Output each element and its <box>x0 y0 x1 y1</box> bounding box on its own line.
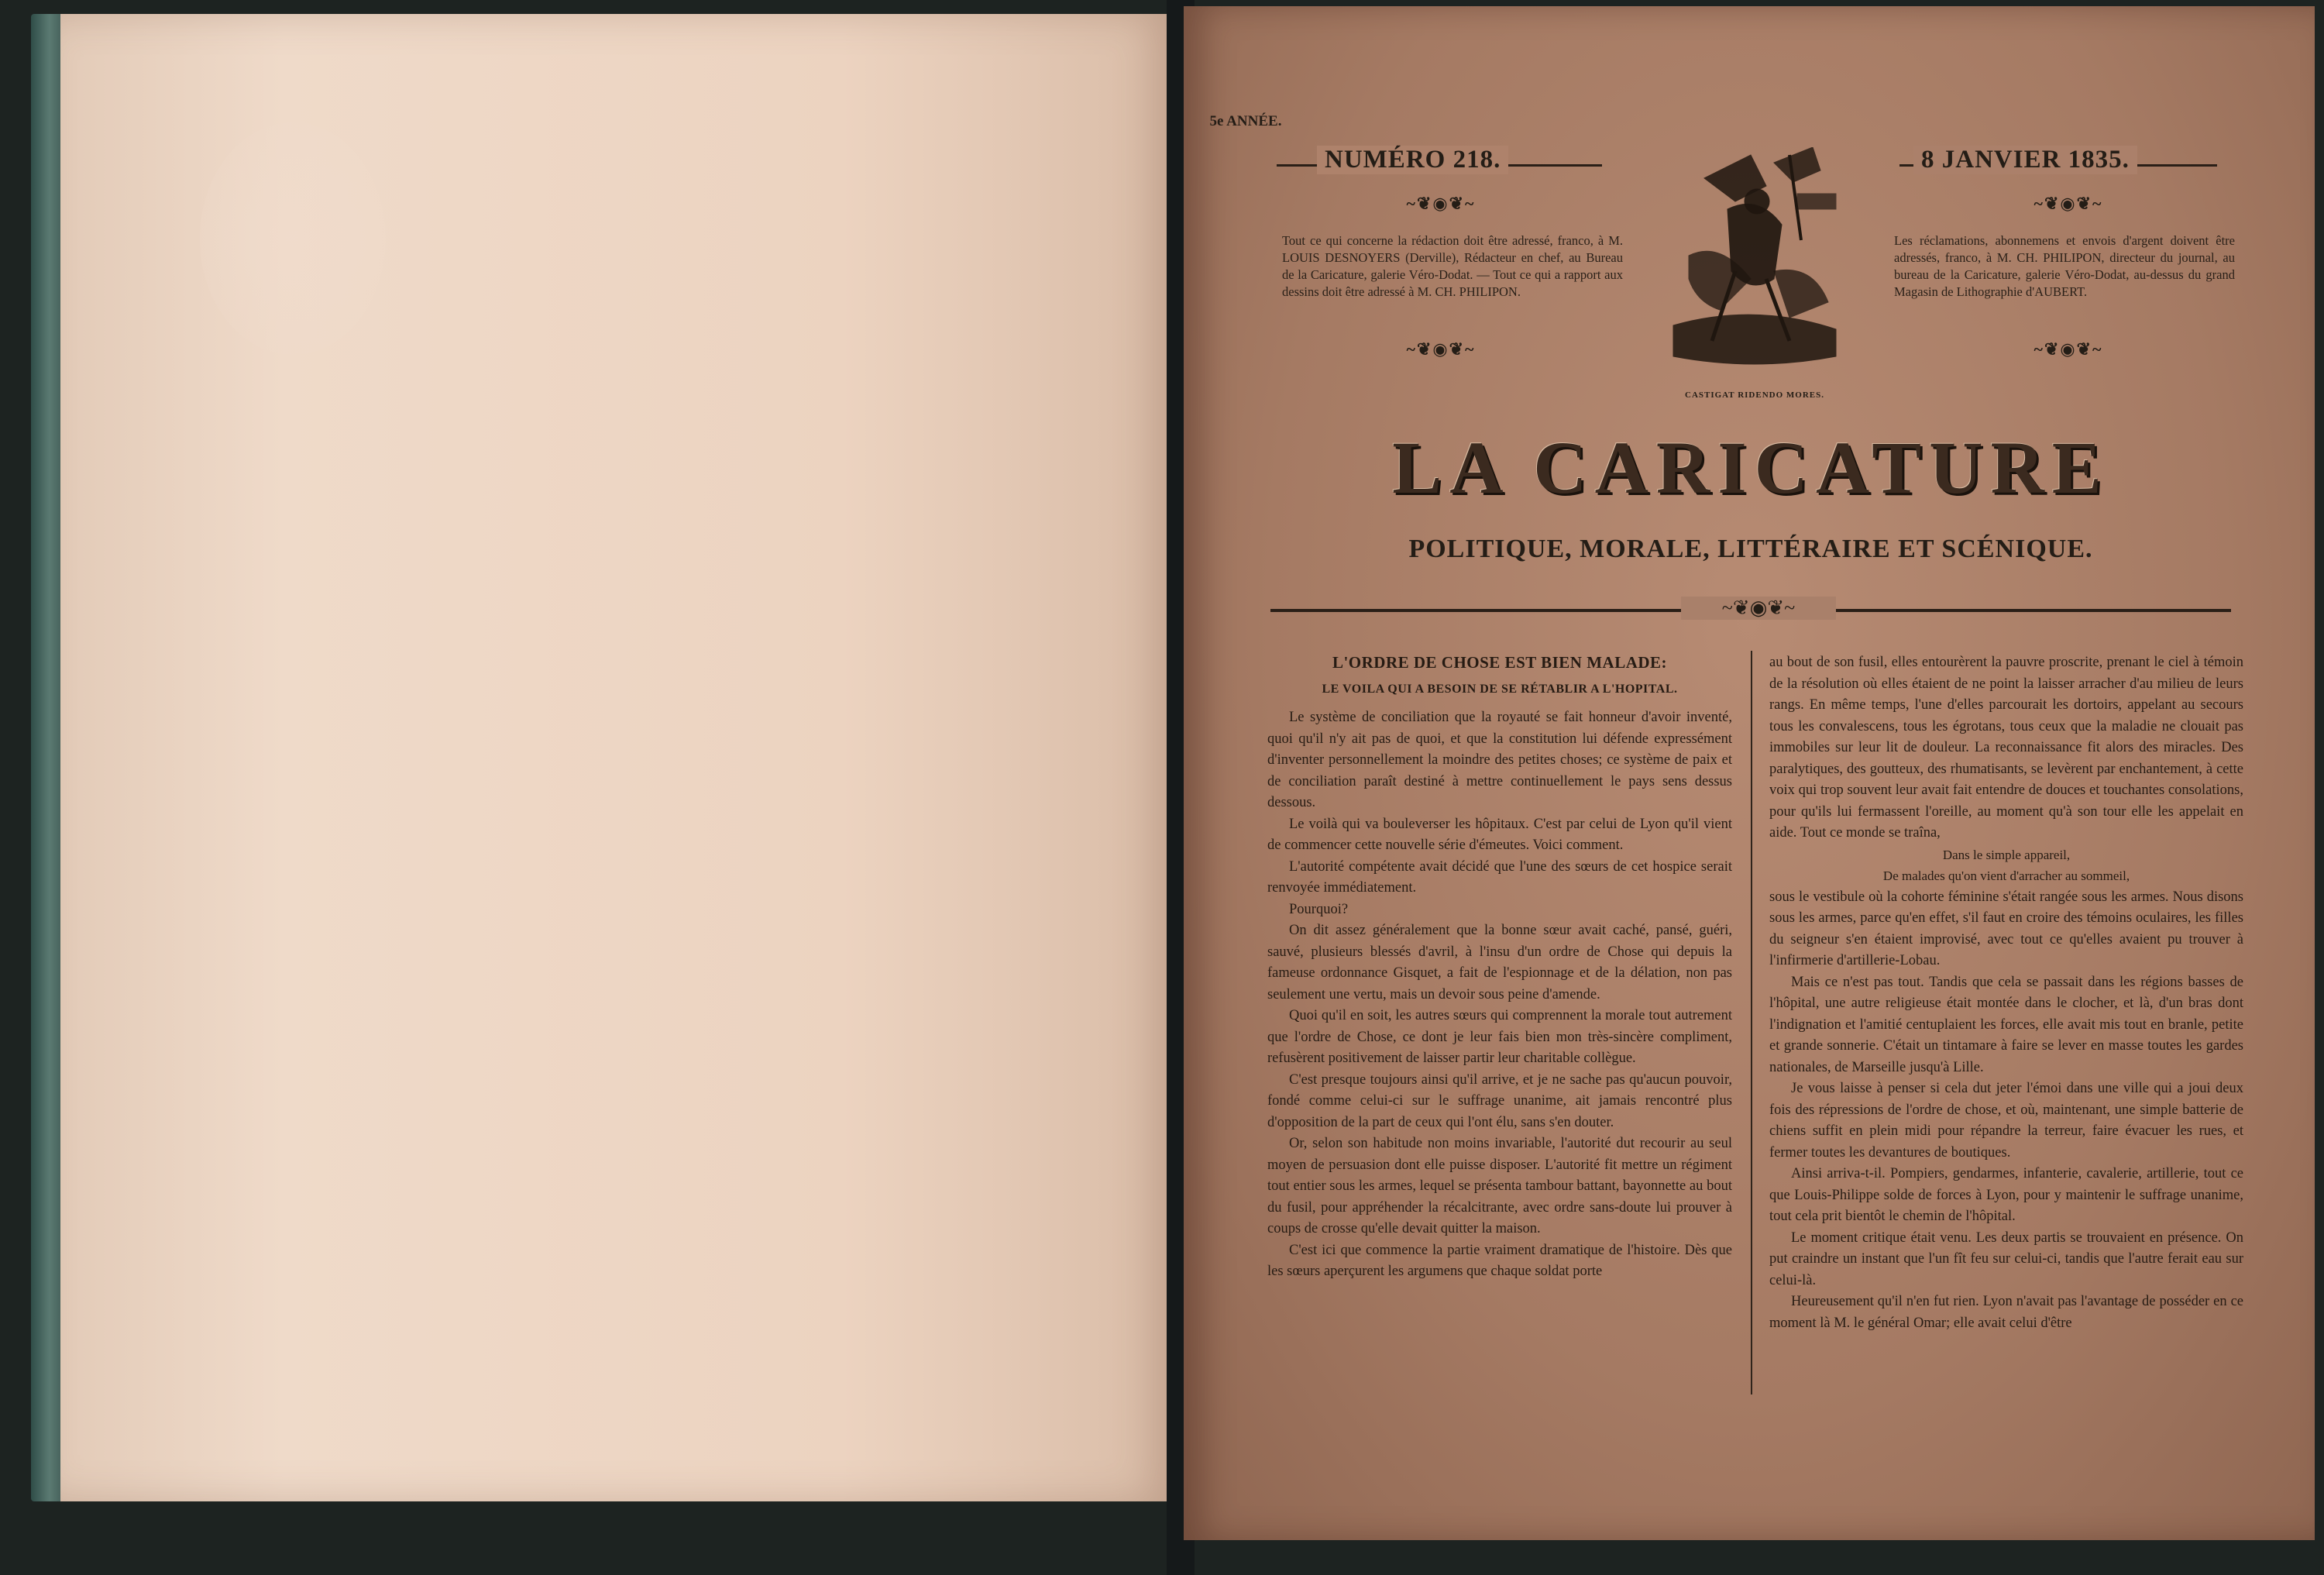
issue-date: 8 JANVIER 1835. <box>1913 146 2137 174</box>
blank-left-page <box>60 14 1176 1501</box>
paragraph: Le système de conciliation que la royauté se fait honneur d'avoir inventé, quoi qu'il n'y ait pas de quoi, et que la constitution lui défende expressément d'inventer personnellement la moindre des petites choses; ce système de paix et de conciliation paraît destiné à mettre continuellement le pays sens dessus dessous. <box>1267 710 1732 810</box>
verse-line: Dans le simple appareil, <box>1942 847 2071 862</box>
paragraph: L'autorité compétente avait décidé que l'une des sœurs de cet hospice serait renvoyée immédiatement. <box>1267 858 1732 896</box>
newspaper-subtitle: POLITIQUE, MORALE, LITTÉRAIRE ET SCÉNIQUE. <box>1408 535 2093 563</box>
paragraph: Quoi qu'il en soit, les autres sœurs qui comprennent la morale tout autrement que l'ordre de Chose, ce dont je leur fais bien mon très-sincère compliment, refusèrent positivement de laisser partir leur charitable collègue. <box>1267 1008 1732 1066</box>
editorial-notice: Tout ce qui concerne la rédaction doit être adressé, franco, à M. LOUIS DESNOYERS (Derville), Rédacteur en chef, au Bureau de la Caricature, galerie Véro-Dodat. — Tout ce qui a rapport aux dessins doit être adressé à M. CH. PHILIPON. <box>1282 233 1623 299</box>
ornament-left-top: ~❦◉❦~ <box>1406 194 1476 213</box>
paragraph: Ainsi arriva-t-il. Pompiers, gendarmes, infanterie, cavalerie, artillerie, tout ce que Louis-Philippe solde de forces à Lyon, pour y maintenir le suffrage unanime, tout cela prit bientôt le chemin de l'hôpital. <box>1769 1166 2243 1224</box>
paragraph: C'est ici que commence la partie vraiment dramatique de l'histoire. Dès que les sœurs aperçurent les argumens que chaque soldat porte <box>1267 1242 1732 1279</box>
ornament-right-bottom: ~❦◉❦~ <box>2033 339 2103 359</box>
paragraph: Je vous laisse à penser si cela dut jeter l'émoi dans une ville qui a joui deux fois des répressions de l'ordre de chose, et où, maintenant, une simple batterie de chiens suffit en plein midi pour répandre la terreur, faire évacuer les rues, et fermer toutes les devantures de boutiques. <box>1769 1081 2243 1161</box>
ornament-right-top: ~❦◉❦~ <box>2033 194 2103 213</box>
paragraph: au bout de son fusil, elles entourèrent la pauvre proscrite, prenant le ciel à témoin de la résolution où elles étaient de ne point la laisser arracher d'au milieu de leurs rangs. En même temps, l'une d'elles parcourait les dortoirs, appelant au secours tous les convalescens, tous les égrotans, tous ceux que la maladie ne clouait pas immobiles sur leur lit de douleur. La reconnaissance fit alors des miracles. Des paralytiques, des goutteux, des rhumatisants, se levèrent par enchantement, à cette voix qui trop souvent leur avait fait entendre de douces et touchantes consolations, pour qu'ils lui fermassent l'oreille, au moment qu'à son tour elle les appelait en aide. Tout ce monde se traîna, <box>1769 655 2243 841</box>
paragraph: Le voilà qui va bouleverser les hôpitaux. C'est par celui de Lyon qu'il vient de commencer cette nouvelle série d'émeutes. Voici comment. <box>1267 816 1732 853</box>
paragraph: Mais ce n'est pas tout. Tandis que cela se passait dans les régions basses de l'hôpital, une autre religieuse était montée dans le clocher, et là, d'un bras dont l'indignation et l'amitié centuplaient les forces, elle avait mis tout en branle, petite et grande sonnerie. C'était un tintamare à faire se lever en masse toutes les gardes nationales, de Marseille jusqu'à Lille. <box>1769 974 2243 1075</box>
newspaper-title: LA CARICATURE <box>1392 426 2109 509</box>
article-heading: L'ORDRE DE CHOSE EST BIEN MALADE: <box>1332 653 1668 672</box>
paragraph: On dit assez généralement que la bonne sœur avait caché, pansé, guéri, sauvé, plusieurs blessés d'avril, à l'insu d'un ordre de Chose qui depuis la fameuse ordonnance Gisquet, a fait de l'espionnage et de la délation, non pas seulement une vertu, mais un devoir sous peine d'amende. <box>1267 923 1732 1002</box>
paragraph: sous le vestibule où la cohorte féminine s'était rangée sous les armes. Nous disons sous les armes, parce qu'en effet, s'il faut en croire des témoins oculaires, les filles du seigneur s'en étaient improvisé, avec tout ce qu'elles avaient pu trouver à l'infirmerie d'artillerie-Lobau. <box>1769 889 2243 968</box>
paragraph: Heureusement qu'il n'en fut rien. Lyon n'avait pas l'avantage de posséder en ce moment là M. le général Omar; elle avait celui d'être <box>1769 1294 2243 1331</box>
verse-line: De malades qu'on vient d'arracher au sommeil, <box>1882 868 2130 883</box>
paragraph: Or, selon son habitude non moins invariable, l'autorité dut recourir au seul moyen de persuasion dont elle puisse disposer. L'autorité fit mettre un régiment tout entier sous les armes, lequel se présenta tambour battant, bayonnette au bout du fusil, pour appréhender la récalcitrante, avec ordre sans-doute lui prouver à coups de crosse qu'elle devait quitter la maison. <box>1267 1136 1732 1236</box>
masthead-motto: CASTIGAT RIDENDO MORES. <box>1685 390 1824 400</box>
column-divider <box>1751 651 1752 1394</box>
ornament-left-bottom: ~❦◉❦~ <box>1406 339 1476 359</box>
subscription-notice: Les réclamations, abonnemens et envois d'argent doivent être adressés, franco, à M. CH. PHILIPON, directeur du journal, au bureau de la Caricature, galerie Véro-Dodat, au-dessus du grand Magasin de Lithographie d'AUBERT. <box>1894 233 2235 299</box>
paper-stain <box>200 122 386 355</box>
title-rule-ornament: ~❦◉❦~ <box>1681 597 1836 620</box>
paragraph: C'est presque toujours ainsi qu'il arrive, et je ne sache pas qu'aucun pouvoir, fondé comme celui-ci sur le suffrage unanime, ait jamais rencontré plus d'opposition de la part de ceux qui l'ont élu, sans s'en douter. <box>1267 1071 1732 1130</box>
issue-number: NUMÉRO 218. <box>1317 146 1508 174</box>
article-column-right <box>1769 652 2243 1334</box>
paragraph: Le moment critique était venu. Les deux partis se trouvaient en présence. On put craindre un instant que l'un fît feu sur celui-ci, tandis que l'autre ferait eau sur celui-là. <box>1769 1229 2243 1288</box>
masthead-vignette-illustration <box>1658 147 1851 372</box>
article-subheading: LE VOILA QUI A BESOIN DE SE RÉTABLIR A L'HOPITAL. <box>1322 682 1678 696</box>
annee-label: 5e ANNÉE. <box>1209 113 1282 129</box>
article-column-left <box>1267 652 1732 1283</box>
paragraph: Pourquoi? <box>1289 901 1349 917</box>
